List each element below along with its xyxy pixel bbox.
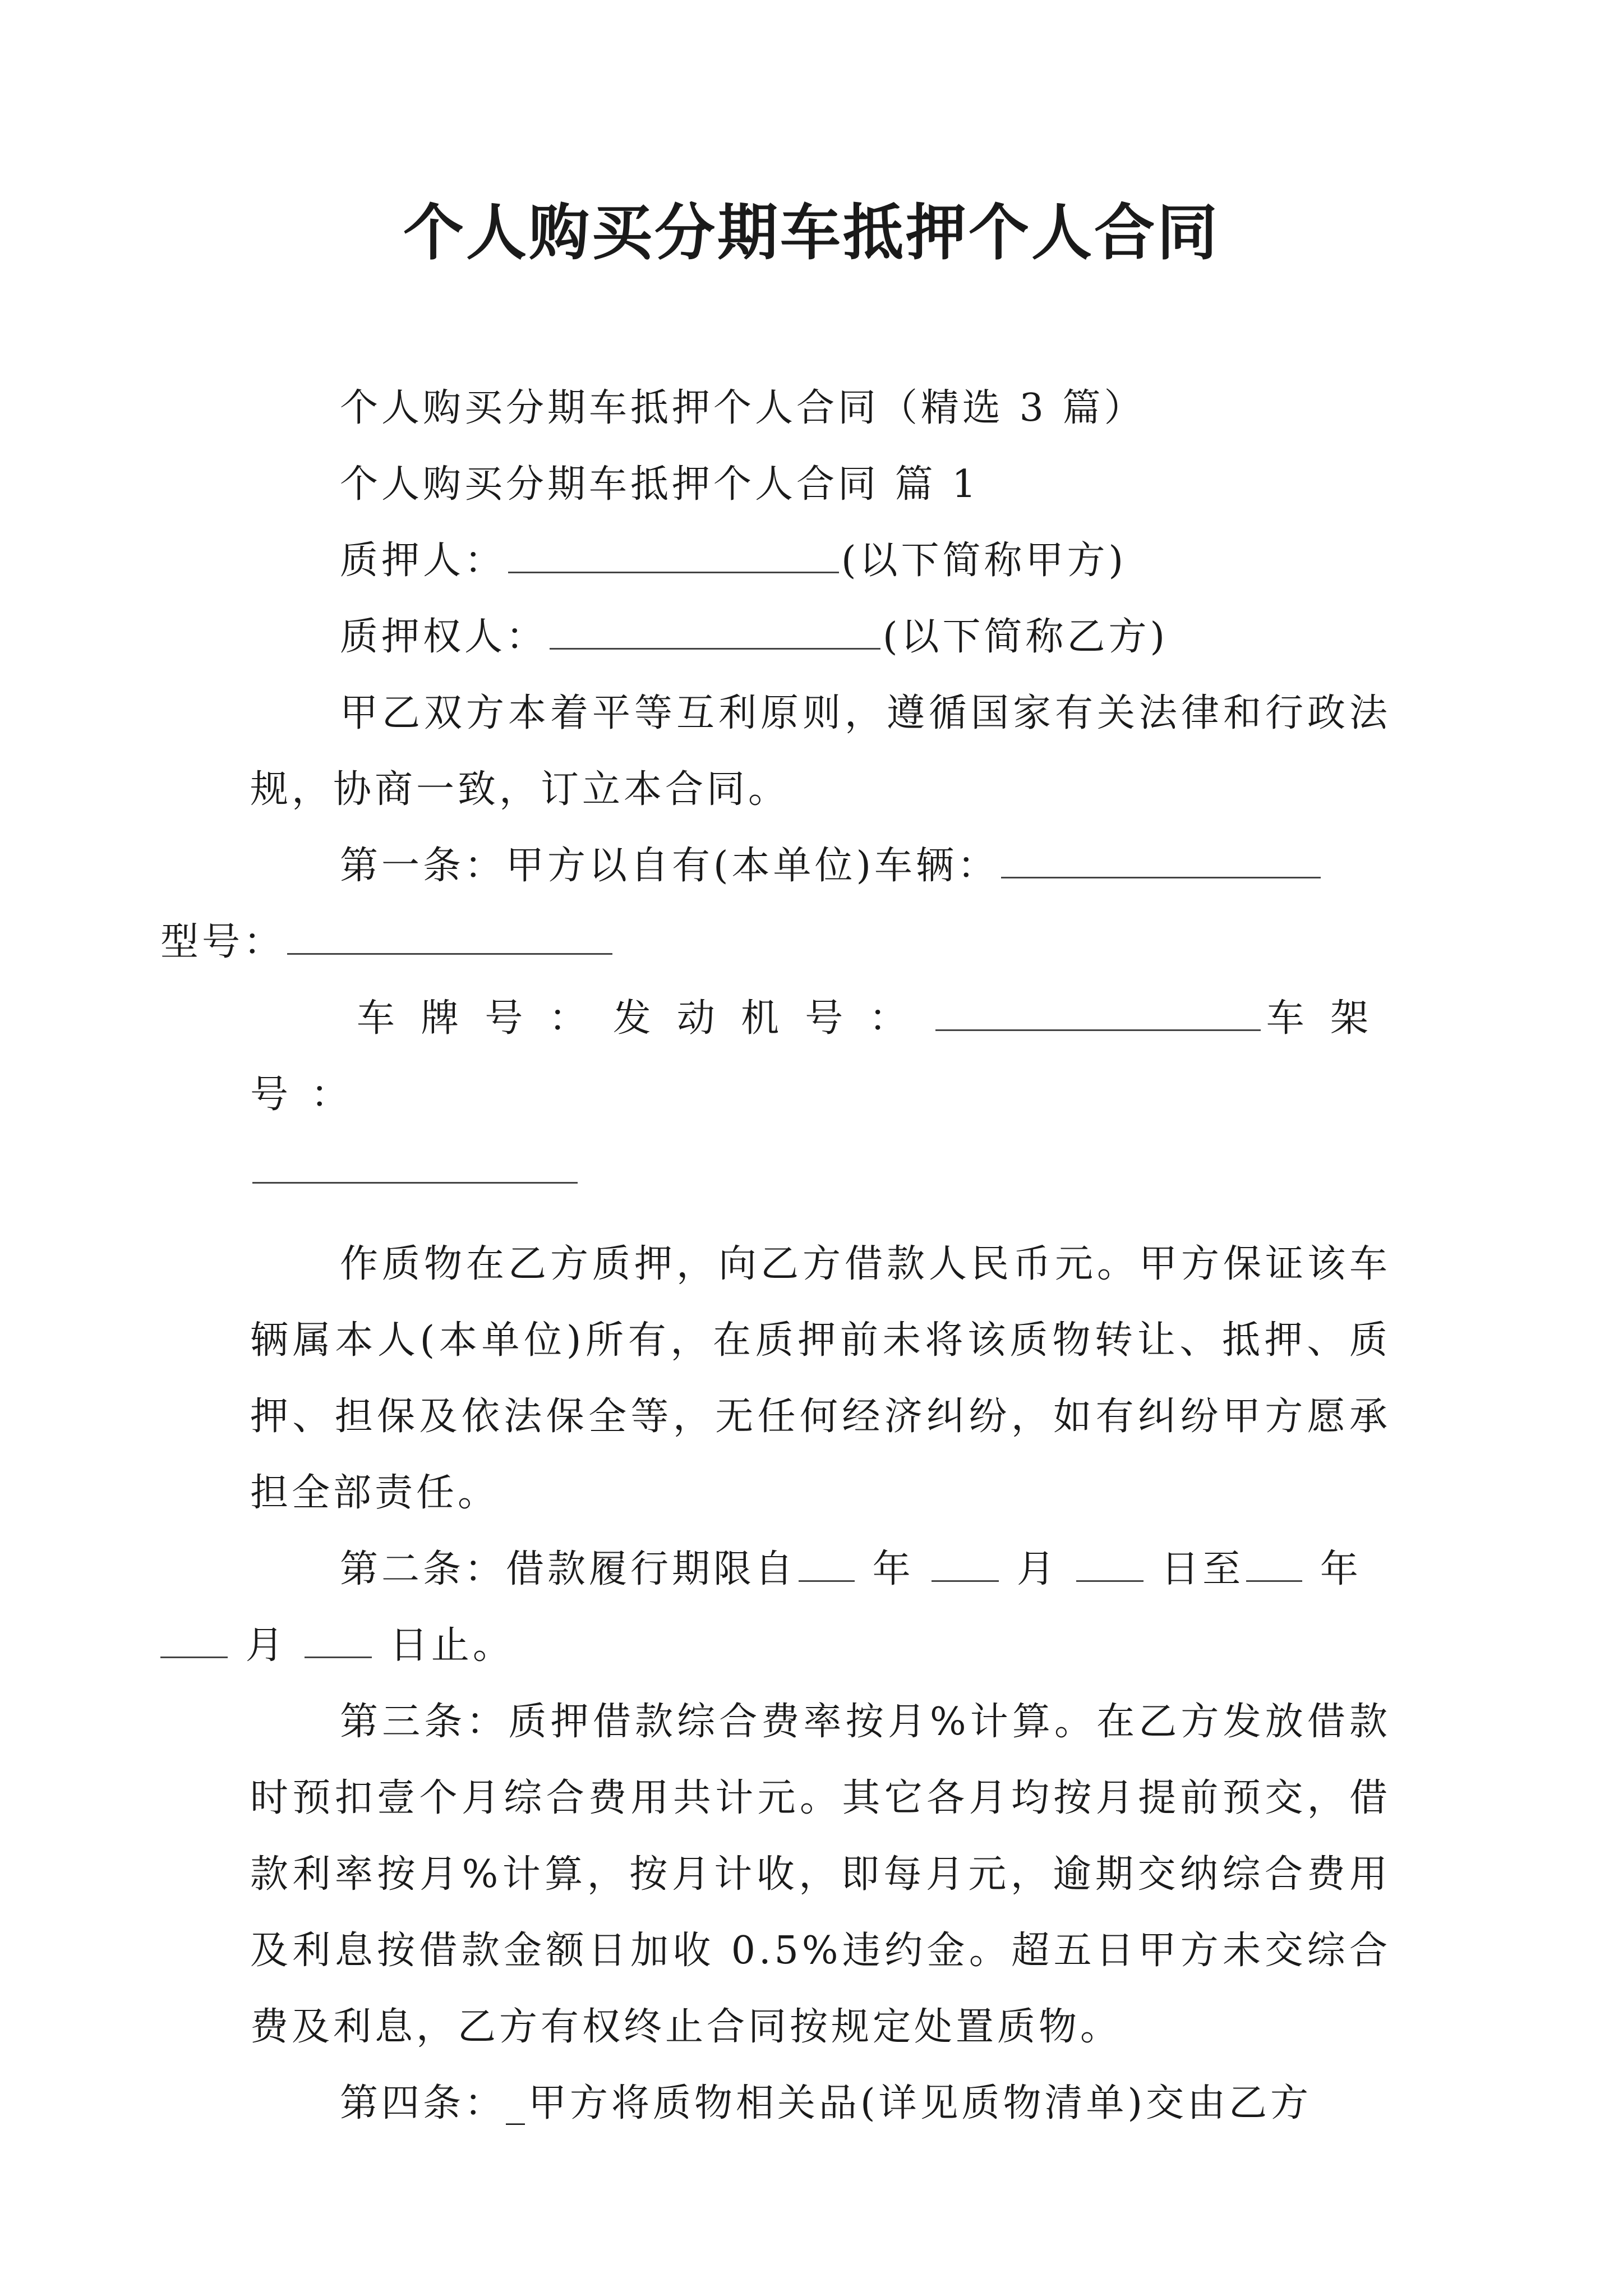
month-label: 月 <box>1016 1547 1058 1591</box>
article4-items: 第四条：_甲方将质物相关品(详见质物清单)交由乙方 <box>340 2081 1312 2125</box>
article1-vehicle <box>160 828 1391 981</box>
article3-fees: 第三条：质押借款综合费率按月%计算。在乙方发放借款时预扣壹个月综合费用共计元。其它各月均按月提前预交，借款利率按月%计算，按月计收，即每月元，逾期交纳综合费用及利息按借款金额日加收 0.5%违约金。超五日甲方未交综合费及利息，乙方有权终止合同按规定处置质物。 <box>250 1700 1391 2049</box>
article2-text: 第二条：借款履行期限自 <box>340 1547 797 1591</box>
end-year-blank <box>1246 1547 1302 1582</box>
subtitle-collection: 个人购买分期车抵押个人合同（精选 3 篇） <box>340 386 1146 430</box>
month2-label: 月 <box>245 1623 287 1668</box>
pledgor-suffix: (以下简称甲方) <box>841 539 1127 583</box>
year2-label: 年 <box>1320 1547 1362 1591</box>
frame-label: 车架号： <box>250 996 1391 1117</box>
model-blank <box>287 919 612 955</box>
spacer <box>250 1209 1391 1226</box>
article1-plate-engine-frame <box>250 981 1391 1133</box>
pledgor-line <box>250 523 1391 599</box>
day-to-label: 日至 <box>1161 1547 1244 1591</box>
article1-text: 第一条：甲方以自有(本单位)车辆： <box>340 844 999 888</box>
year-label: 年 <box>872 1547 914 1591</box>
pledgee-suffix: (以下简称乙方) <box>883 615 1169 659</box>
pledgee-label: 质押权人： <box>340 615 548 659</box>
end-day-blank <box>305 1623 372 1658</box>
subtitle-part1: 个人购买分期车抵押个人合同 篇 1 <box>340 462 980 507</box>
article2-term <box>245 1531 1391 1684</box>
pledgee-blank <box>550 614 880 650</box>
pledgee-line <box>250 599 1391 675</box>
model-label: 型号： <box>160 920 285 964</box>
document-body <box>160 370 1391 2142</box>
start-day-blank <box>1076 1547 1144 1582</box>
end-month-blank <box>160 1623 228 1658</box>
end-label: 日止。 <box>389 1623 514 1668</box>
start-month-blank <box>932 1547 999 1582</box>
start-year-blank <box>799 1547 855 1582</box>
frame-blank <box>252 1148 578 1184</box>
document-title: 个人购买分期车抵押个人合同 <box>403 197 1220 268</box>
frame-blank-line <box>250 1133 1391 1209</box>
pledgor-label: 质押人： <box>340 539 506 583</box>
plate-engine-label: 车牌号：发动机号： <box>357 996 933 1041</box>
pledgor-blank <box>508 538 839 573</box>
vehicle-blank <box>1001 843 1321 878</box>
engine-blank <box>935 996 1261 1031</box>
intro-paragraph: 甲乙双方本着平等互利原则，遵循国家有关法律和行政法规，协商一致，订立本合同。 <box>250 691 1391 812</box>
article1-pledge-paragraph: 作质物在乙方质押，向乙方借款人民币元。甲方保证该车辆属本人(本单位)所有，在质押前未将该质物转让、抵押、质押、担保及依法保全等，无任何经济纠纷，如有纠纷甲方愿承担全部责任。 <box>250 1242 1391 1515</box>
